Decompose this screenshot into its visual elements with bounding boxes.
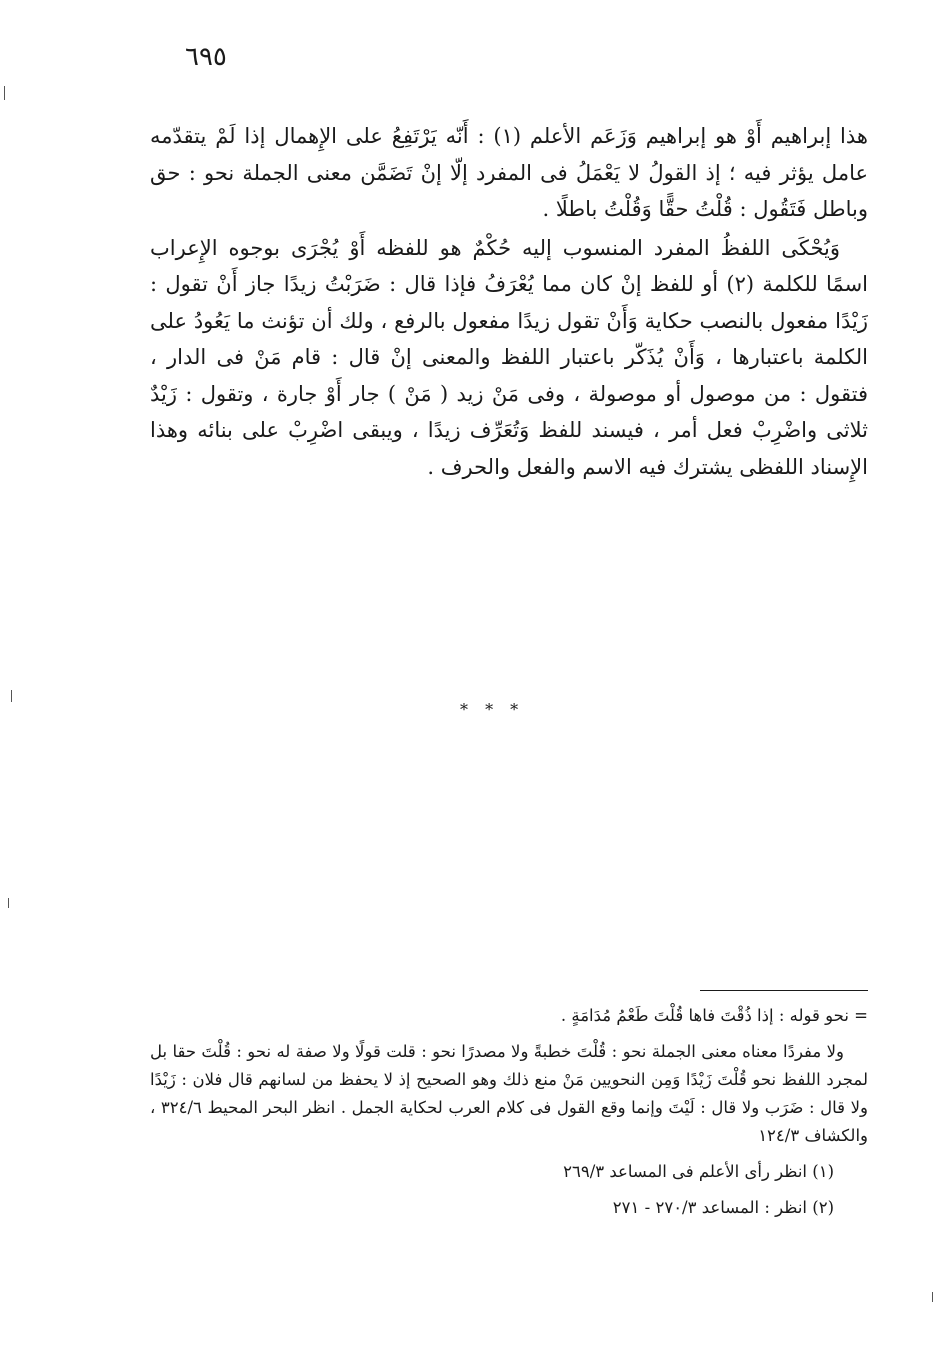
main-text — [150, 118, 868, 485]
footnote-item: (١) انظر رأى الأعلم فى المساعد ٢٦٩/٣ — [563, 1162, 834, 1181]
scan-mark — [4, 86, 5, 100]
section-separator: * * * — [460, 700, 525, 719]
footnote-paragraph: ولا مفردًا معناه معنى الجملة نحو : قُلْتَ خطبةً ولا مصدرًا نحو : قلت قولًا ولا صفة له نحو : قُلْتَ حقا بل لمجرد اللفظ نحو قُلْتَ زَيْدًا وَمِن النحويين مَنْ منع ذلك وهو الصحيح إذ لا يحفظ من لسانهم قال فلان : زَيْدًا ولا قال : ضَرَب ولا قال : لَيْتَ وإنما وقع القول فى كلام العرب لحكاية الجمل . انظر البحر المحيط ٣٢٤/٦ ، والكشاف ١٢٤/٣ — [150, 1042, 868, 1145]
body-paragraph: هذا إبراهيم أَوْ هو إبراهيم وَزَعَم الأعلم (١) : أَنّه يَرْتَفِعُ على الإِهمال إذا لَمْ يتقدّمه عامل يؤثر فيه ؛ إذ القولُ لا يَعْمَلُ فى المفرد إلّا إنْ تَضَمَّن معنى الجملة نحو : حق وباطل فَتَقُول : قُلْتُ حقًّا وَقُلْتُ باطلًا . — [150, 124, 868, 221]
scan-mark — [932, 1292, 933, 1302]
footnote-item: (٢) انظر : المساعد ٢٧٠/٣ - ٢٧١ — [612, 1198, 834, 1217]
footnote-rule — [700, 990, 868, 991]
scan-mark — [8, 898, 9, 908]
scan-mark — [11, 690, 12, 702]
page-number: ٦٩٥ — [185, 42, 227, 72]
footnotes — [150, 1002, 868, 1230]
footnote-continuation: = نحو قوله : إذا ذُقْتَ فاها قُلْتَ طَعْمُ مُدَامَةٍ . — [560, 1006, 868, 1025]
body-paragraph: وَيُحْكَى اللفظُ المفرد المنسوب إليه حُكْمٌ هو للفظه أَوْ يُجْرَى بوجوه الإِعراب اسمًا للكلمة (٢) أو للفظ إنْ كان مما يُعْرَفُ فإذا قال : ضَرَبْتُ زيدًا جاز أَنْ تقول : زَيْدًا مفعول بالنصب حكاية وَأَنْ تقول زيدًا مفعول بالرفع ، ولك أن تؤنث ما يَعُودُ على الكلمة باعتبارها ، وَأَنْ يُذَكّر باعتبار اللفظ والمعنى إنْ قال : قام مَنْ فى الدار ، فتقول : من موصول أو موصولة ، وفى مَنْ زيد ( مَنْ ) جار أَوْ جارة ، وتقول : زَيْدٌ ثلاثى واضْرِبْ فعل أمر ، فيسند للفظ وَتُعَرِّف زيدًا ، ويبقى اضْرِبْ على بنائه وهذا الإِسناد اللفظى يشترك فيه الاسم والفعل والحرف . — [150, 235, 869, 479]
